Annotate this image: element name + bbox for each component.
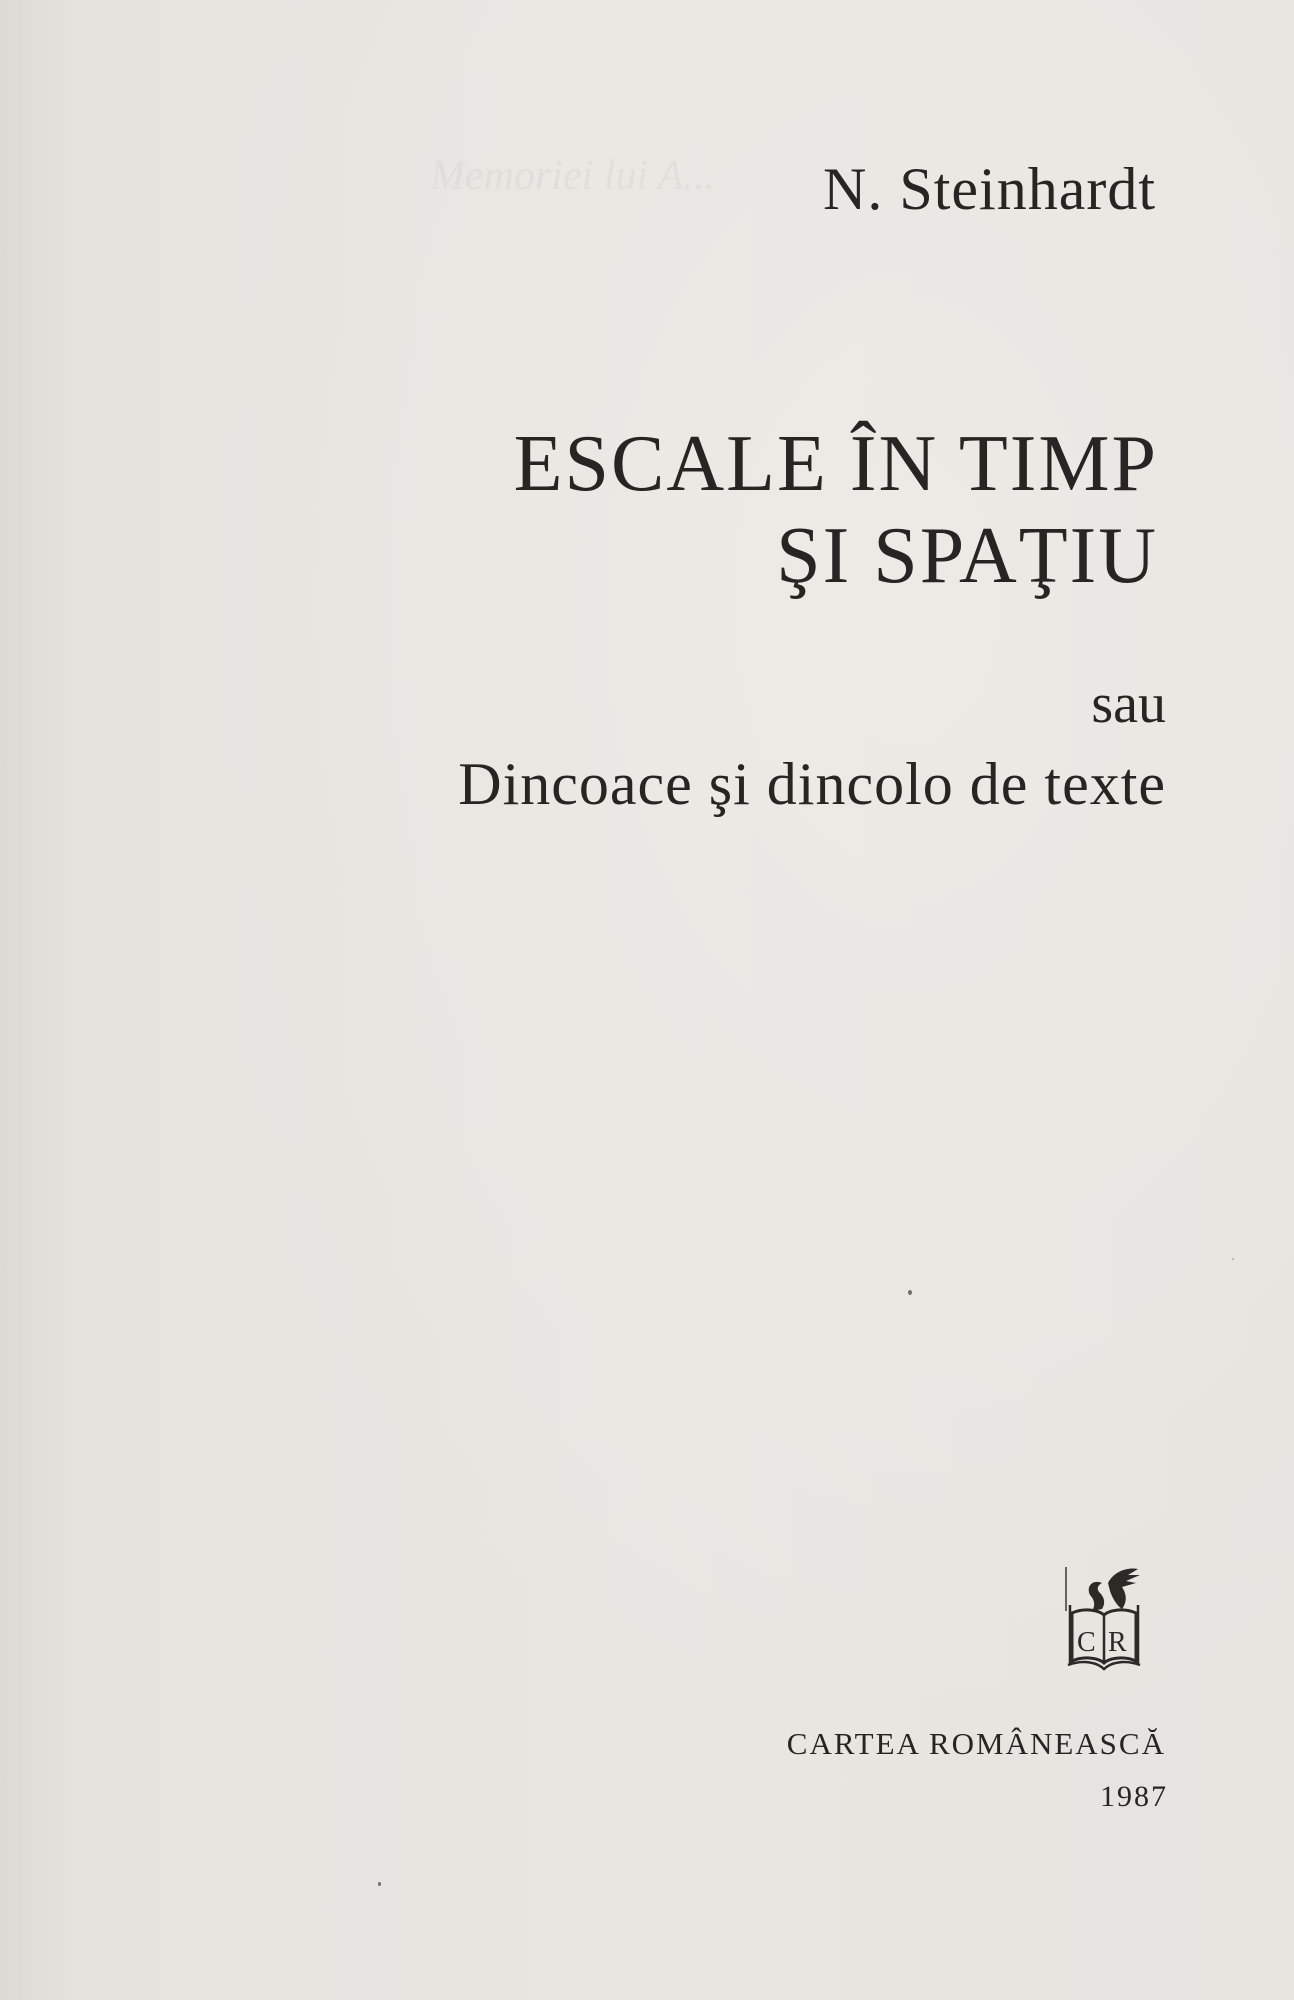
publisher-emblem-svg	[1062, 1565, 1146, 1689]
title-line-1: ESCALE ÎN TIMP	[513, 420, 1158, 508]
paper-speck	[908, 1290, 912, 1295]
paper-speck	[378, 1882, 381, 1886]
publisher-emblem-icon	[1062, 1565, 1146, 1689]
book-subtitle: Dincoace şi dincolo de texte	[458, 751, 1166, 817]
title-connector: sau	[1091, 673, 1166, 735]
emblem-letter-r: R	[1108, 1627, 1127, 1658]
publication-year: 1987	[1100, 1780, 1168, 1813]
bleed-through-text: Memoriei lui A...	[430, 153, 716, 199]
title-line-2: ŞI SPAŢIU	[776, 512, 1158, 600]
emblem-letter-c: C	[1077, 1627, 1096, 1658]
publisher-name: CARTEA ROMÂNEASCĂ	[786, 1726, 1166, 1761]
paper-speck	[1232, 1258, 1234, 1260]
author-name: N. Steinhardt	[823, 156, 1156, 222]
book-title	[514, 418, 1158, 602]
